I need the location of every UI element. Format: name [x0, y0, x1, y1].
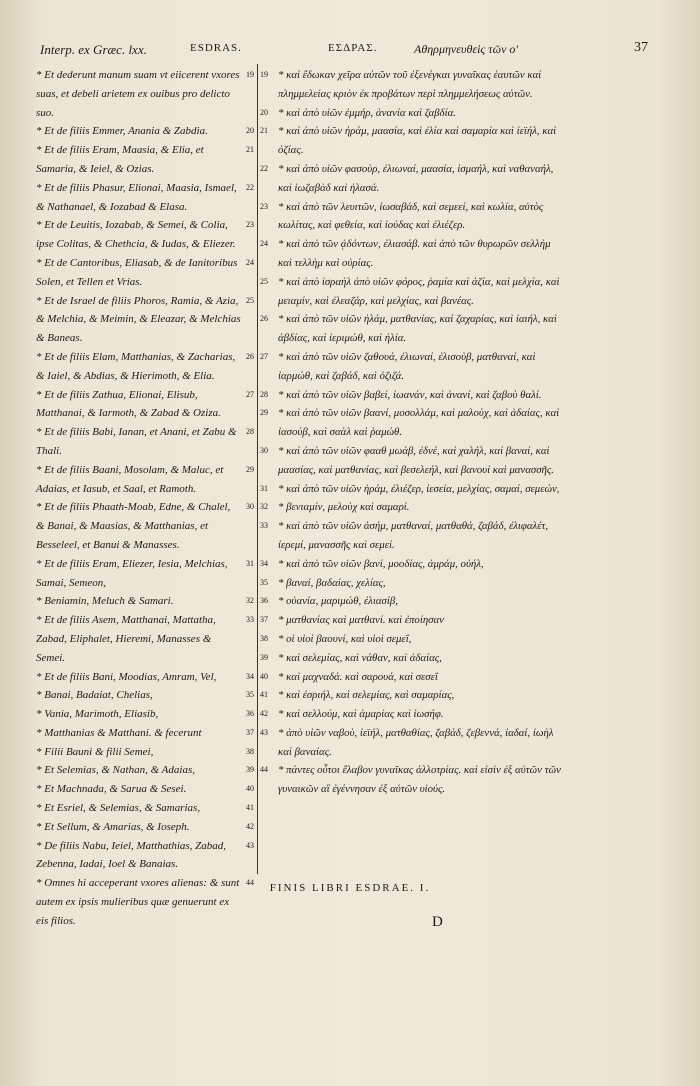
greek-verse	[260, 122, 562, 160]
greek-verse	[260, 104, 562, 123]
latin-verse	[36, 686, 254, 705]
greek-verse	[260, 668, 562, 687]
verse-text: * ματθανίας καὶ ματθανί. καὶ ἐποίησαν	[278, 614, 444, 627]
latin-verse	[36, 799, 254, 818]
latin-verse	[36, 592, 254, 611]
verse-text: * καὶ ἀπὸ τῶν ᾀδόντων, ἐλιασάβ. καὶ ἀπὸ τῶν θυρωρῶν σελλὴμ καὶ τελλὴμ καὶ οὐρίας.	[278, 238, 551, 269]
verse-text: * καὶ ἀπὸ υἱῶν ἠράμ, μαασία, καὶ ἐλία καὶ σαμαρία καὶ ἰεϊήλ, καὶ ὀζίας.	[278, 125, 557, 157]
verse-text: * καὶ ἀπὸ υἱῶν ἐμμήρ, ἀνανία καὶ ζαβδία.	[278, 106, 456, 119]
verse-number: 43	[260, 727, 268, 737]
verse-text: * Et de filiis Zathua, Elionai, Elisub, Matthanai, & Iarmoth, & Zabad & Oziza.	[36, 388, 221, 420]
verse-number: 39	[260, 652, 268, 662]
verse-text: * πάντες οὗτοι ἔλαβον γυναῖκας ἀλλοτρίας. καὶ εἰσὶν ἐξ αὐτῶν τῶν γυναικῶν αἳ ἐγέννησαν ἐξ αὐτῶν υἱούς.	[278, 764, 561, 796]
verse-text: * Et de filiis Eram, Eliezer, Iesia, Melchias, Samai, Semeon,	[36, 557, 228, 589]
verse-text: * Et de filiis Phaath-Moab, Edne, & Chalel, & Banai, & Maasias, & Matthanias, et Besseleel, et Banui & Manasses.	[36, 501, 231, 551]
latin-column	[36, 66, 254, 931]
verse-number: 26	[260, 314, 268, 324]
latin-verse	[36, 705, 254, 724]
verse-number: 29	[246, 464, 254, 474]
verse-text: * Et de filiis Elam, Matthanias, & Zacharias, & Iaiel, & Abdias, & Hierimoth, & Elia.	[36, 350, 236, 382]
column-divider	[257, 64, 258, 874]
verse-number: 30	[246, 502, 254, 512]
verse-number: 38	[246, 746, 254, 756]
verse-number: 20	[246, 126, 254, 136]
latin-verse	[36, 179, 254, 217]
verse-number: 27	[260, 351, 268, 361]
verse-text: * καὶ ἀπὸ τῶν υἱῶν φααθ μωάβ, ἐδνέ, καὶ χαλήλ, καὶ βαναί, καὶ μαασίας, καὶ ματθανίας, καὶ βεσελεήλ, καὶ βανουί καὶ μανασσῆς.	[278, 444, 554, 476]
verse-text: * καὶ σελλούμ, καὶ ἀμαρίας καὶ ἰωσήφ.	[278, 708, 444, 721]
verse-text: * Et Machnada, & Sarua & Sesei.	[36, 783, 187, 796]
verse-text: * Matthanias & Matthani. & fecerunt	[36, 726, 202, 739]
latin-verse	[36, 724, 254, 743]
verse-text: * καὶ σελεμίας, καὶ νάθαν, καὶ ἀδαίας,	[278, 651, 442, 664]
greek-verse	[260, 761, 562, 799]
verse-number: 35	[260, 577, 268, 587]
latin-verse	[36, 122, 254, 141]
greek-verse	[260, 235, 562, 273]
verse-text: * Vania, Marimoth, Eliasib,	[36, 708, 159, 721]
verse-number: 31	[260, 483, 268, 493]
verse-number: 42	[246, 821, 254, 831]
latin-verse	[36, 348, 254, 386]
latin-verse	[36, 818, 254, 837]
greek-verse	[260, 404, 562, 442]
verse-number: 40	[246, 784, 254, 794]
verse-text: * καὶ ἀπὸ τῶν υἱῶν ἠλάμ, ματθανίας, καὶ ζαχαρίας, καὶ ἰαιήλ, καὶ ἀβδίας, καὶ ἰεριμώθ, καὶ ἠλία.	[278, 313, 557, 345]
verse-text: * Et de filiis Baani, Mosolam, & Maluc, et Adaias, et Iasub, et Saal, et Ramoth.	[36, 463, 224, 495]
header-right-title: ΕΣΔΡΑΣ.	[328, 42, 378, 54]
verse-text: * οὐανία, μαριμώθ, ἐλιασίβ,	[278, 595, 398, 608]
verse-text: * Et Selemias, & Nathan, & Adaias,	[36, 764, 195, 777]
latin-verse	[36, 611, 254, 667]
verse-number: 37	[246, 727, 254, 737]
greek-verse	[260, 592, 562, 611]
verse-text: * Et Sellum, & Amarias, & Ioseph.	[36, 820, 190, 833]
latin-verse	[36, 216, 254, 254]
verse-number: 25	[246, 295, 254, 305]
verse-text: * καὶ ἀπὸ τῶν υἱῶν ἀσήμ, ματθαναί, ματθαθά, ζαβάδ, ἐλιφαλέτ, ἰερεμί, μανασσῆς καὶ σεμεί.	[278, 520, 549, 551]
latin-verse	[36, 498, 254, 554]
latin-verse	[36, 254, 254, 292]
greek-verse	[260, 555, 562, 574]
greek-verse	[260, 198, 562, 236]
verse-text: * Et de Israel de filiis Phoros, Ramia, & Azia, & Melchia, & Meimin, & Eleazar, & Melchias & Baneas.	[36, 294, 241, 345]
verse-text: * Et de Cantoribus, Eliasab, & de Ianitoribus Solen, et Tellen et Vrias.	[36, 256, 238, 288]
verse-text: * καὶ ἐσριήλ, καὶ σελεμίας, καὶ σαμαρίας,	[278, 689, 455, 702]
verse-text: * Omnes hi acceperant vxores alienas: & sunt autem ex ipsis mulieribus quæ genuerunt ex eis filios.	[36, 877, 240, 927]
verse-number: 19	[246, 70, 254, 79]
verse-number: 44	[260, 765, 268, 775]
verse-number: 21	[246, 145, 254, 155]
header-left-title: ESDRAS.	[190, 42, 242, 54]
verse-number: 41	[246, 803, 254, 813]
verse-number: 24	[246, 257, 254, 267]
verse-number: 22	[260, 163, 268, 173]
verse-text: * καὶ ἀπὸ ἰσραὴλ ἀπὸ υἱῶν φόρος, ῥαμία καὶ ἀζία, καὶ μελχία, καὶ μειαμίν, καὶ ἐλεαζάρ, καὶ μελχίας, καὶ βανέας.	[278, 275, 560, 307]
verse-number: 27	[246, 389, 254, 399]
latin-verse	[36, 292, 254, 348]
greek-verse	[260, 649, 562, 668]
page-number: 37	[634, 40, 648, 55]
verse-text: * καὶ ἀπὸ τῶν υἱῶν ζαθουά, ἐλιωναί, ἐλισοὺβ, ματθαναί, καὶ ἰαρμώθ, καὶ ζαβάδ, καὶ ὀζιζά.	[278, 350, 536, 382]
verse-number: 22	[246, 182, 254, 192]
greek-verse	[260, 686, 562, 705]
verse-number: 19	[260, 70, 268, 79]
header-right: Αθηρμηνευθεὶς τῶν ο'	[414, 42, 518, 56]
verse-number: 28	[246, 427, 254, 437]
verse-number: 43	[246, 840, 254, 850]
verse-text: * βενιαμίν, μελοὺχ καὶ σαμαρί.	[278, 501, 410, 514]
greek-column	[260, 66, 562, 799]
verse-number: 38	[260, 633, 268, 643]
verse-number: 44	[246, 878, 254, 888]
latin-verse	[36, 780, 254, 799]
verse-text: * καὶ ἀπὸ τῶν λευιτῶν, ἰωσαβάδ, καὶ σεμεεί, καὶ κωλία, αὐτὸς κωλίτας, καὶ φεθεία, καὶ ἰούδας καὶ ἐλιέζερ.	[278, 200, 544, 232]
verse-text: * Et de filiis Bani, Moodias, Amram, Vel,	[36, 670, 217, 683]
verse-number: 31	[246, 558, 254, 568]
verse-text: * Filii Bauni & filii Semei,	[36, 745, 154, 758]
verse-number: 28	[260, 389, 268, 399]
verse-number: 33	[260, 521, 268, 531]
verse-number: 23	[246, 220, 254, 230]
latin-verse	[36, 837, 254, 875]
verse-number: 33	[246, 615, 254, 625]
verse-text: * καὶ ἀπὸ τῶν υἱῶν ἠράμ, ἐλιέζερ, ἰεσεία, μελχίας, σαμαί, σεμεών,	[278, 482, 560, 495]
latin-verse	[36, 761, 254, 780]
verse-number: 20	[260, 107, 268, 117]
greek-verse	[260, 442, 562, 480]
verse-text: * καὶ ἔδωκαν χεῖρα αὐτῶν τοῦ ἐξενέγκαι γυναῖκας ἑαυτῶν καὶ πλημμελείας κριὸν ἐκ προβάτων περὶ πλημμελήσεως αὐτῶν.	[278, 69, 542, 100]
verse-text: * Et de filiis Asem, Matthanai, Mattatha, Zabad, Eliphalet, Hieremi, Manasses & Semei.	[36, 614, 216, 664]
greek-verse	[260, 498, 562, 517]
latin-verse	[36, 386, 254, 424]
latin-verse	[36, 555, 254, 593]
verse-number: 23	[260, 201, 268, 211]
verse-text: * οἱ υἱοὶ βαουνί, καὶ υἱοὶ σεμεΐ,	[278, 632, 412, 645]
latin-verse	[36, 461, 254, 499]
verse-number: 40	[260, 671, 268, 681]
verse-number: 42	[260, 709, 268, 719]
verse-text: * Banai, Badaiat, Chelias,	[36, 689, 153, 702]
greek-verse	[260, 705, 562, 724]
verse-number: 41	[260, 690, 268, 700]
verse-text: * ἀπὸ υἱῶν ναβοὺ, ἰεϊήλ, ματθαθίας, ζαβάδ, ζεβεννά, ἰαδαί, ἰωὴλ καὶ βαναίας.	[278, 726, 554, 758]
verse-text: * Et de filiis Babi, Ianan, et Anani, et Zabu & Thali.	[36, 426, 237, 457]
latin-verse	[36, 141, 254, 179]
verse-number: 37	[260, 615, 268, 625]
verse-number: 34	[246, 671, 254, 681]
greek-verse	[260, 517, 562, 555]
verse-number: 32	[246, 596, 254, 606]
greek-verse	[260, 160, 562, 198]
verse-number: 30	[260, 445, 268, 455]
verse-number: 34	[260, 558, 268, 568]
header-left: Interp. ex Græc. lxx.	[40, 42, 147, 57]
greek-verse	[260, 480, 562, 499]
greek-verse	[260, 348, 562, 386]
greek-verse	[260, 724, 562, 762]
verse-number: 25	[260, 276, 268, 286]
verse-text: * Et de filiis Emmer, Anania & Zabdia.	[36, 125, 208, 138]
verse-number: 21	[260, 126, 268, 136]
verse-number: 35	[246, 690, 254, 700]
verse-number: 29	[260, 408, 268, 418]
running-head	[40, 40, 660, 62]
verse-text: * καὶ ἀπὸ υἱῶν φασοὺρ, ἐλιωναί, μαασία, ἰσμαήλ, καὶ ναθαναήλ, καὶ ἰωζαβὰδ καὶ ἠλασά.	[278, 162, 554, 194]
greek-verse	[260, 66, 562, 104]
verse-text: * καὶ μαχναδά. καὶ σαρουά, καὶ σεσεΐ	[278, 670, 438, 683]
latin-verse	[36, 423, 254, 461]
verse-text: * Et de Leuitis, Iozabab, & Semei, & Colia, ipse Colitas, & Chethcia, & Iudas, & Eliezer.	[36, 219, 236, 251]
verse-number: 24	[260, 239, 268, 249]
finis-line: FINIS LIBRI ESDRAE. I.	[269, 882, 431, 894]
signature-mark: D	[432, 914, 443, 930]
verse-number: 36	[260, 596, 268, 606]
verse-number: 39	[246, 765, 254, 775]
latin-verse	[36, 66, 254, 122]
verse-number: 32	[260, 502, 268, 512]
verse-text: * De filiis Nabu, Ieiel, Matthathias, Zabad, Zebenna, Iadai, Ioel & Banaias.	[36, 839, 227, 871]
greek-verse	[260, 630, 562, 649]
greek-verse	[260, 611, 562, 630]
verse-text: * βαναί, βαδαίας, χελίας,	[278, 576, 386, 589]
greek-verse	[260, 386, 562, 405]
greek-verse	[260, 273, 562, 311]
verse-text: * Et dederunt manum suam vt eiicerent vxores suas, et debeli arietem ex ouibus pro delicto suo.	[36, 69, 240, 119]
greek-verse	[260, 574, 562, 593]
verse-text: * καὶ ἀπὸ τῶν υἱῶν βαανί, μοσολλάμ, καὶ μαλοὺχ, καὶ ἀδαίας, καὶ ἰασούβ, καὶ σαὰλ καὶ ῥαμώθ.	[278, 407, 560, 439]
verse-text: * καὶ ἀπὸ τῶν υἱῶν βανί, μοοδίας, ἀμράμ, οὐήλ,	[278, 557, 484, 570]
verse-text: * Beniamin, Meluch & Samari.	[36, 595, 174, 608]
verse-text: * Et de filiis Eram, Maasia, & Elia, et Samaria, & Ieiel, & Ozias.	[36, 144, 204, 175]
verse-text: * καὶ ἀπὸ τῶν υἱῶν βαβεί, ἰωανάν, καὶ ἀνανί, καὶ ζαβοὺ θαλί.	[278, 388, 542, 401]
verse-number: 26	[246, 351, 254, 361]
greek-verse	[260, 310, 562, 348]
verse-text: * Et de filiis Phasur, Elionai, Maasia, Ismael, & Nathanael, & Iozabad & Elasa.	[36, 181, 237, 213]
verse-text: * Et Esriel, & Selemias, & Samarias,	[36, 802, 201, 815]
latin-verse	[36, 743, 254, 762]
verse-number: 36	[246, 709, 254, 719]
latin-verse	[36, 668, 254, 687]
